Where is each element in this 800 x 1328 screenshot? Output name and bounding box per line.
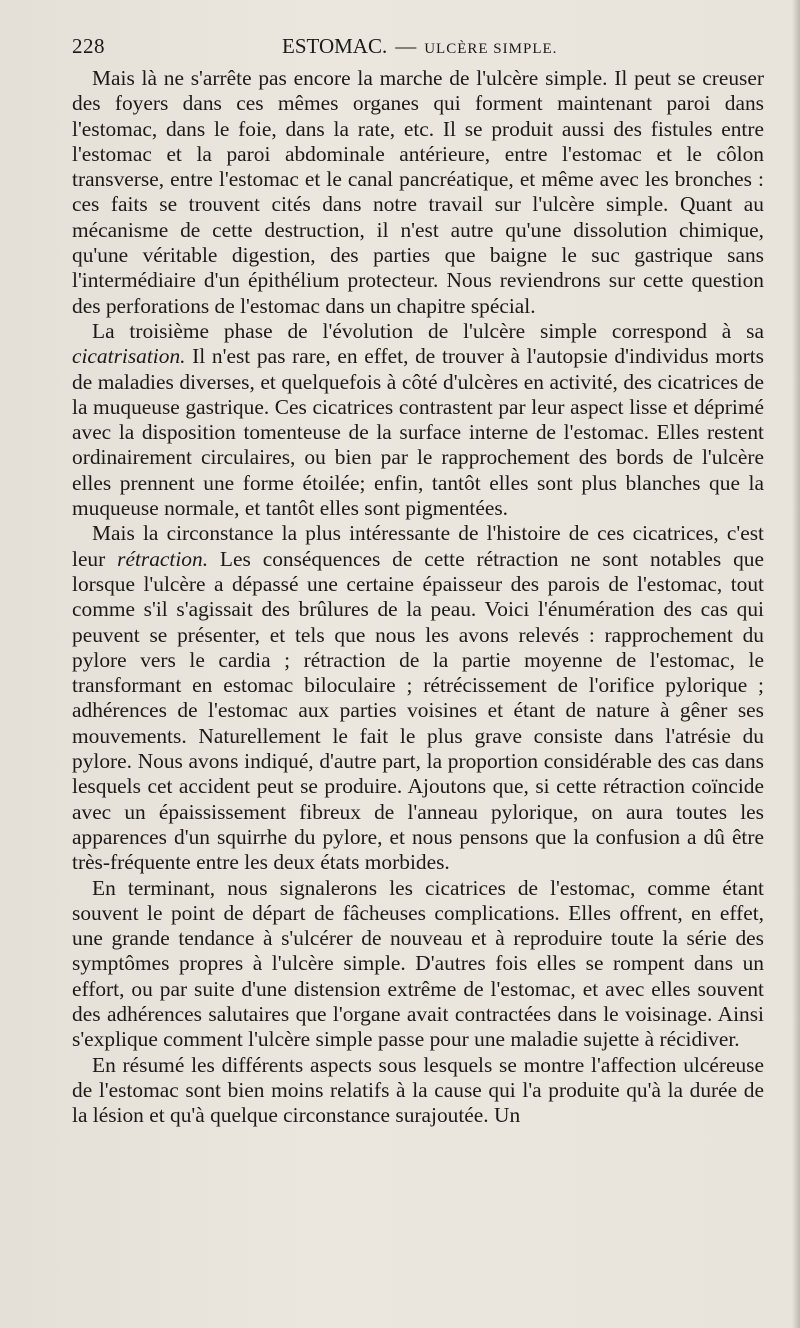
paragraph-1: Mais là ne s'arrête pas encore la marche de l'ulcère simple. Il peut se creuser des foyers dans ces mêmes organes qui forment maintenant paroi dans l'estomac, dans le foie, dans la rate, etc. Il se produit aussi des fistules entre l'estomac et la paroi abdominale antérieure, entre l'estomac et le côlon transverse, entre l'estomac et le canal pancréatique, et même avec les bronches : ces faits se trouvent cités dans notre travail sur l'ulcère simple. Quant au mécanisme de cette destruction, il n'est autre qu'une dissolution chimique, qu'une véritable digestion, des parties que baigne le suc gastrique sans l'intermédiaire d'un épithélium protecteur. Nous reviendrons sur cette question des perforations de l'estomac dans un chapitre spécial.: [72, 66, 764, 318]
emphasis-retraction: rétraction.: [117, 546, 209, 571]
page-number: 228: [72, 34, 105, 58]
page-edge-shadow: [792, 0, 800, 1328]
paragraph-4: En terminant, nous signalerons les cicatrices de l'estomac, comme étant souvent le point de départ de fâcheuses complications. Elles offrent, en effet, une grande tendance à s'ulcérer de nouveau et à reproduire toute la série des symptômes propres à l'ulcère simple. D'autres fois elles se rompent dans un effort, ou par suite d'une distension extrême de l'estomac, et avec elles souvent des adhérences salutaires que l'organe avait contractées dans le voisinage. Ainsi s'explique comment l'ulcère simple passe pour une maladie sujette à récidiver.: [72, 875, 764, 1052]
paragraph-2-text: La troisième phase de l'évolution de l'ulcère simple correspond à sa: [92, 318, 764, 343]
title-dash: —: [395, 34, 417, 58]
paragraph-2: [72, 319, 764, 521]
paragraph-2-text-continued: Il n'est pas rare, en effet, de trouver à l'autopsie d'individus morts de maladies diverses, et quelquefois à côté d'ulcères en activité, des cicatrices de la muqueuse gastrique. Ces cicatrices contrastent par leur aspect lisse et déprimé avec la disposition tomenteuse de la surface interne de l'estomac. Elles restent ordinairement circulaires, ou bien par le rapprochement des bords de l'ulcère elles prennent une forme étoilée; enfin, tantôt elles sont plus blanches que la muqueuse normale, et tantôt elles sont pigmentées.: [72, 344, 764, 521]
paragraph-3-text-continued: Les conséquences de cette rétraction ne sont notables que lorsque l'ulcère a dépassé une certaine épaisseur des parois de l'estomac, tout comme s'il s'agissait des brûlures de la peau. Voici l'énumération des cas qui peuvent se présenter, et tels que nous les avons relevés : rapprochement du pylore vers le cardia ; rétraction de la partie moyenne de l'estomac, le transformant en estomac biloculaire ; rétrécissement de l'orifice pylorique ; adhérences de l'estomac aux parties voisines et étant de nature à gêner ses mouvements. Naturellement le fait le plus grave consiste dans l'atrésie du pylore. Nous avons indiqué, d'autre part, la proportion considérable des cas dans lesquels cet accident peut se produire. Ajoutons que, si cette rétraction coïncide avec un épaississement fibreux de l'anneau pylorique, on aura toutes les apparences d'un squirrhe du pylore, et nous pensons que la confusion a dû être très-fréquente entre les deux états morbides.: [72, 546, 764, 875]
paragraph-3-text: Mais la circonstance la plus intéressante de l'histoire de ces cicatrices, c'est leur: [72, 521, 764, 571]
running-title: [282, 34, 557, 59]
running-header: [72, 34, 742, 64]
paragraph-5: En résumé les différents aspects sous lesquels se montre l'affection ulcéreuse de l'estomac sont bien moins relatifs à la cause qui l'a produite qu'à la durée de la lésion et qu'à quelque circonstance surajoutée. Un: [72, 1052, 764, 1128]
emphasis-cicatrisation: cicatrisation.: [72, 344, 186, 369]
body-text: [72, 66, 764, 1128]
chapter-title: ESTOMAC.: [282, 34, 388, 58]
paragraph-3: [72, 521, 764, 875]
section-title: ULCÈRE SIMPLE.: [424, 41, 558, 57]
